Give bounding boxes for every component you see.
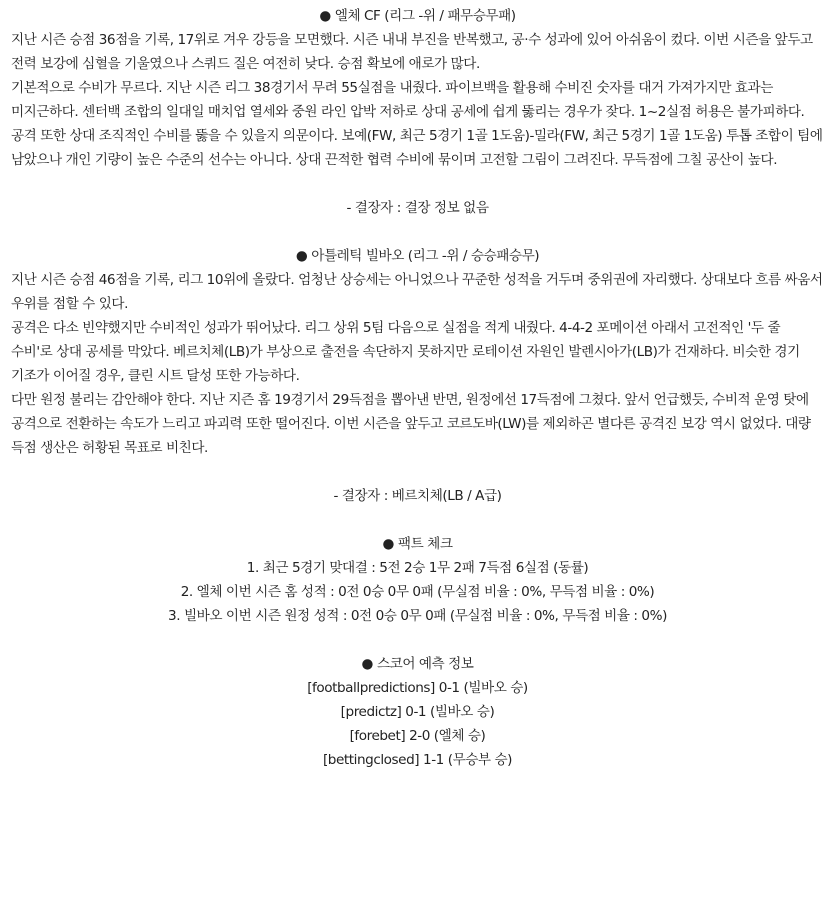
elche-paragraph-overview: 지난 시즌 승점 36점을 기록, 17위로 겨우 강등을 모면했다. 시즌 내내 부진을 반복했고, 공·수 성과에 있어 아쉬움이 컸다. 이번 시즌을 앞두고 전력 보강에 심혈을 기울였으나 스쿼드 질은 여전히 낮다. 승점 확보에 애로가 많다. — [11, 32, 813, 72]
fact-check-item: 2. 엘체 이번 시즌 홈 성적 : 0전 0승 0무 0패 (무실점 비율 : 0%, 무득점 비율 : 0%) — [180, 584, 655, 600]
prediction-title: 스코어 예측 정보 — [376, 656, 474, 672]
elche-absentee: - 결장자 : 결장 정보 없음 — [346, 200, 489, 216]
bilbao-header — [11, 244, 824, 268]
elche-header — [11, 4, 824, 28]
fact-check-title: 팩트 체크 — [397, 536, 453, 552]
bullet-icon: ● — [319, 8, 331, 24]
prediction-item: [predictz] 0-1 (빌바오 승) — [340, 704, 495, 720]
prediction-item: [footballpredictions] 0-1 (빌바오 승) — [307, 680, 528, 696]
bilbao-absentee: - 결장자 : 베르치체(LB / A급) — [333, 488, 502, 504]
elche-paragraph-attack: 공격 또한 상대 조직적인 수비를 뚫을 수 있을지 의문이다. 보예(FW, 최근 5경기 1골 1도움)-밀라(FW, 최근 5경기 1골 1도움) 투톱 조합이 팀에 남았으나 개인 기량이 높은 수준의 선수는 아니다. 상대 끈적한 협력 수비에 묶이며 고전할 그림이 그려진다. 무득점에 그칠 공산이 높다. — [11, 128, 823, 168]
prediction-item: [forebet] 2-0 (엘체 승) — [349, 728, 486, 744]
prediction-item: [bettingclosed] 1-1 (무승부 승) — [322, 752, 513, 768]
elche-paragraph-defense: 기본적으로 수비가 무르다. 지난 시즌 리그 38경기서 무려 55실점을 내줬다. 파이브백을 활용해 수비진 숫자를 대거 가져가지만 효과는 미지근하다. 센터백 조합의 일대일 매치업 열세와 중원 라인 압박 저하로 상대 공세에 쉽게 뚫리는 경우가 잦다. 1~2실점 허용은 불가피하다. — [11, 80, 805, 120]
fact-check-header — [11, 532, 824, 556]
bullet-icon: ● — [382, 536, 394, 552]
bilbao-paragraph-overview: 지난 시즌 승점 46점을 기록, 리그 10위에 올랐다. 엄청난 상승세는 아니었으나 꾸준한 성적을 거두며 중위권에 자리했다. 상대보다 흐름 싸움서 우위를 점할 수 있다. — [11, 272, 823, 312]
bilbao-header-title: 아틀레틱 빌바오 (리그 -위 / 승승패승무) — [311, 248, 540, 264]
prediction-list — [11, 676, 824, 772]
fact-check-list — [11, 556, 824, 628]
bullet-icon: ● — [295, 248, 308, 264]
bilbao-paragraph-defense: 공격은 다소 빈약했지만 수비적인 성과가 뛰어났다. 리그 상위 5팀 다음으로 실점을 적게 내줬다. 4-4-2 포메이션 아래서 고전적인 '두 줄 수비'로 상대 공세를 막았다. 베르치체(LB)가 부상으로 출전을 속단하지 못하지만 로테이션 자원인 발렌시아가(LB)가 건재하다. 비슷한 경기 기조가 이어질 경우, 클린 시트 달성 또한 가능하다. — [11, 320, 800, 384]
elche-header-title: 엘체 CF (리그 -위 / 패무승무패) — [334, 8, 516, 24]
fact-check-item: 3. 빌바오 이번 시즌 원정 성적 : 0전 0승 0무 0패 (무실점 비율 : 0%, 무득점 비율 : 0%) — [168, 608, 667, 624]
bullet-icon: ● — [361, 656, 373, 672]
bilbao-paragraph-away: 다만 원정 불리는 감안해야 한다. 지난 지즌 홈 19경기서 29득점을 뽑아낸 반면, 원정에선 17득점에 그쳤다. 앞서 언급했듯, 수비적 운영 탓에 공격으로 전환하는 속도가 느리고 파괴력 또한 떨어진다. 이번 시즌을 앞두고 코르도바(LW)를 제외하곤 별다른 공격진 보강 역시 없었다. 대량 득점 생산은 허황된 목표로 비친다. — [11, 392, 811, 456]
prediction-header — [11, 652, 824, 676]
fact-check-item: 1. 최근 5경기 맞대결 : 5전 2승 1무 2패 7득점 6실점 (동률) — [246, 560, 589, 576]
